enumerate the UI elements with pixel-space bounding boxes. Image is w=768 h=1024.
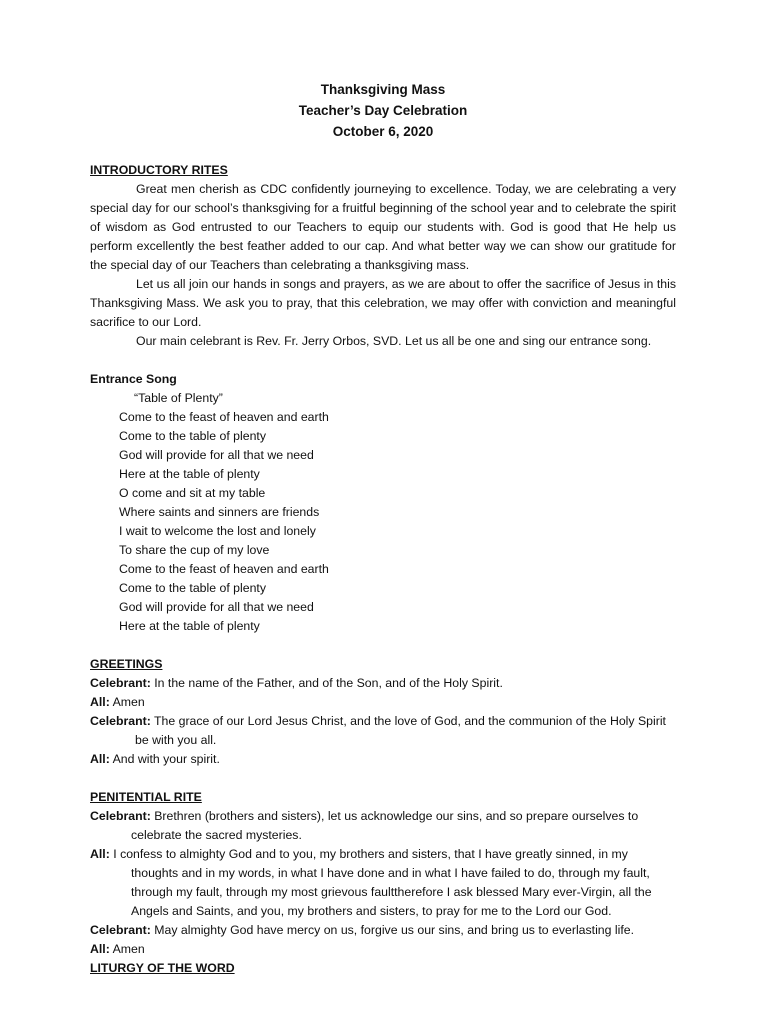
lyric-line: Come to the feast of heaven and earth [119, 410, 329, 424]
dialogue-line [90, 674, 676, 693]
speaker-label: All: [90, 752, 110, 766]
dialogue-text: I confess to almighty God and to you, my brothers and sisters, that I have greatly sinned, in my thoughts and in my words, in what I have done and in what I have failed to do, through my fault, through my fault, through my most grievous faulttherefore I ask blessed Mary ever-Virgin, all the Angels and Saints, and you, my brothers and sisters, to pray for me to the Lord our God. [113, 847, 652, 918]
speaker-label: Celebrant: [90, 923, 151, 937]
lyric-line: I wait to welcome the lost and lonely [119, 524, 316, 538]
lyric-line: Here at the table of plenty [119, 467, 260, 481]
dialogue-text: And with your spirit. [112, 752, 220, 766]
lyric-line: Come to the feast of heaven and earth [119, 562, 329, 576]
lyric-line: Where saints and sinners are friends [119, 505, 320, 519]
dialogue-line [90, 750, 676, 769]
speaker-label: Celebrant: [90, 809, 151, 823]
speaker-label: Celebrant: [90, 676, 151, 690]
lyric-line: Come to the table of plenty [119, 581, 266, 595]
dialogue-text: The grace of our Lord Jesus Christ, and the love of God, and the communion of the Holy Spirit be with you all. [135, 714, 666, 747]
dialogue-line [90, 693, 676, 712]
dialogue-text: Amen [112, 695, 145, 709]
speaker-label: Celebrant: [90, 714, 151, 728]
intro-paragraph-1: Great men cherish as CDC confidently journeying to excellence. Today, we are celebrating a very special day for our school’s thanksgiving for a fruitful beginning of the school year and to celebrate the spirit of wisdom as God entrusted to our Teachers to equip our students with. God is good that He help us perform excellently the best feather added to our cap. And what better way we can show our gratitude for the special day of our Teachers than celebrating a thanksgiving mass. [90, 182, 676, 272]
heading-liturgy-of-the-word: LITURGY OF THE WORD [90, 961, 235, 975]
lyric-line: O come and sit at my table [119, 486, 266, 500]
title-block [90, 79, 676, 142]
dialogue-line [90, 921, 676, 940]
lyric-line: To share the cup of my love [119, 543, 270, 557]
song-title: “Table of Plenty” [134, 391, 223, 405]
dialogue-text: Amen [112, 942, 145, 956]
document-date: October 6, 2020 [332, 124, 434, 139]
spacer [90, 636, 676, 655]
heading-penitential-rite: PENITENTIAL RITE [90, 790, 202, 804]
dialogue-line [90, 807, 676, 845]
document-subtitle: Teacher’s Day Celebration [298, 103, 468, 118]
dialogue-line [90, 712, 676, 750]
spacer [90, 351, 676, 370]
heading-greetings: GREETINGS [90, 657, 163, 671]
spacer [90, 769, 676, 788]
intro-paragraph-3: Our main celebrant is Rev. Fr. Jerry Orbos, SVD. Let us all be one and sing our entrance song. [136, 334, 652, 348]
lyric-line: Come to the table of plenty [119, 429, 266, 443]
document-body [90, 79, 676, 978]
dialogue-text: May almighty God have mercy on us, forgive us our sins, and bring us to everlasting life. [154, 923, 635, 937]
dialogue-line [90, 845, 676, 921]
song-lyrics [90, 408, 676, 636]
heading-introductory-rites: INTRODUCTORY RITES [90, 163, 228, 177]
speaker-label: All: [90, 695, 110, 709]
dialogue-text: Brethren (brothers and sisters), let us acknowledge our sins, and so prepare ourselves to celebrate the sacred mysteries. [131, 809, 639, 842]
speaker-label: All: [90, 847, 110, 861]
document-title: Thanksgiving Mass [320, 82, 446, 97]
heading-entrance-song: Entrance Song [90, 372, 177, 386]
speaker-label: All: [90, 942, 110, 956]
lyric-line: Here at the table of plenty [119, 619, 260, 633]
lyric-line: God will provide for all that we need [119, 448, 314, 462]
dialogue-line [90, 940, 676, 959]
dialogue-text: In the name of the Father, and of the Son, and of the Holy Spirit. [154, 676, 503, 690]
lyric-line: God will provide for all that we need [119, 600, 314, 614]
intro-paragraph-2: Let us all join our hands in songs and prayers, as we are about to offer the sacrifice of Jesus in this Thanksgiving Mass. We ask you to pray, that this celebration, we may offer with conviction and meaningful sacrifice to our Lord. [90, 277, 676, 329]
